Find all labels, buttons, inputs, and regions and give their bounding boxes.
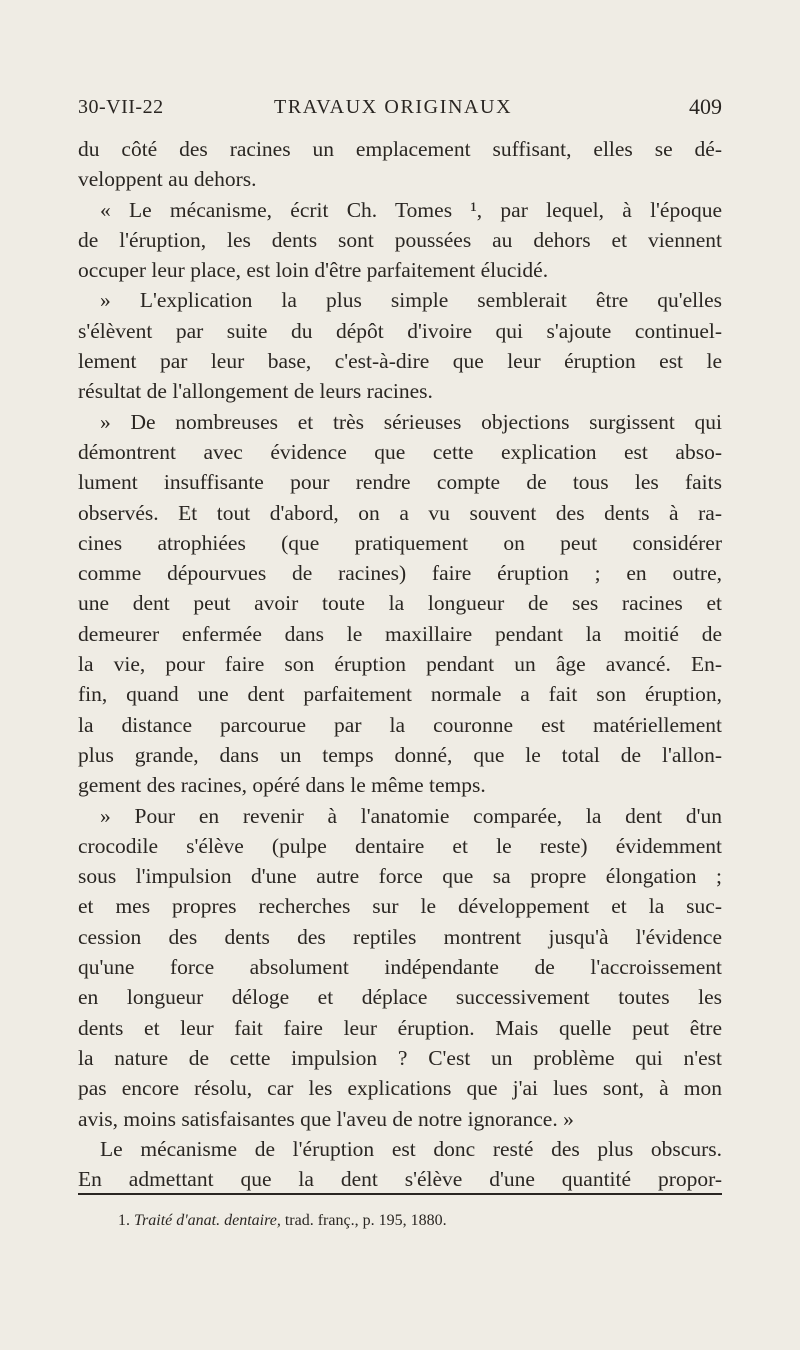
text-line: lement par leur base, c'est-à-dire que leur éruption est le [78, 349, 722, 374]
text-line: demeurer enfermée dans le maxillaire pendant la moitié de [78, 621, 722, 646]
header-title: TRAVAUX ORIGINAUX [274, 96, 513, 118]
page-number: 409 [689, 94, 722, 119]
text-line: comme dépourvues de racines) faire éruption ; en outre, [78, 561, 722, 586]
text-line: fin, quand une dent parfaitement normale a fait son éruption, [78, 682, 722, 707]
header-date: 30-VII-22 [78, 96, 164, 118]
text-line: occuper leur place, est loin d'être parfaitement élucidé. [78, 258, 549, 283]
footnote-title: Traité d'anat. dentaire, [134, 1212, 281, 1229]
footnote-rest: trad. franç., p. 195, 1880. [284, 1212, 447, 1229]
text-line: et mes propres recherches sur le développement et la suc- [78, 894, 722, 919]
text-line: qu'une force absolument indépendante de l'accroissement [78, 955, 722, 980]
text-line: la nature de cette impulsion ? C'est un problème qui n'est [78, 1045, 722, 1070]
text-line: « Le mécanisme, écrit Ch. Tomes ¹, par lequel, à l'époque [100, 197, 722, 222]
text-line: Le mécanisme de l'éruption est donc resté des plus obscurs. [100, 1136, 722, 1161]
text-line: la distance parcourue par la couronne est matériellement [78, 712, 722, 737]
text-line: pas encore résolu, car les explications que j'ai lues sont, à mon [78, 1076, 722, 1101]
body-text [78, 134, 722, 1194]
text-line: » Pour en revenir à l'anatomie comparée, la dent d'un [100, 803, 722, 828]
text-line: avis, moins satisfaisantes que l'aveu de notre ignorance. » [78, 1106, 574, 1131]
text-line: du côté des racines un emplacement suffisant, elles se dé- [78, 137, 722, 161]
text-line: cines atrophiées (que pratiquement on peut considérer [78, 530, 722, 555]
text-line: » De nombreuses et très sérieuses objections surgissent qui [100, 409, 722, 434]
text-line: une dent peut avoir toute la longueur de ses racines et [78, 591, 722, 616]
text-line: la vie, pour faire son éruption pendant un âge avancé. En- [78, 652, 722, 677]
text-line: démontrent avec évidence que cette explication est abso- [78, 439, 722, 464]
text-line: cession des dents des reptiles montrent jusqu'à l'évidence [78, 924, 722, 949]
text-line: sous l'impulsion d'une autre force que sa propre élongation ; [78, 864, 722, 889]
text-line: observés. Et tout d'abord, on a vu souvent des dents à ra- [78, 500, 722, 525]
text-line: de l'éruption, les dents sont poussées au dehors et viennent [78, 227, 722, 252]
text-line: lument insuffisante pour rendre compte de tous les faits [78, 470, 722, 495]
text-line: » L'explication la plus simple semblerait être qu'elles [100, 288, 722, 313]
running-header [78, 90, 722, 122]
text-line: résultat de l'allongement de leurs racines. [78, 379, 433, 404]
text-line: s'élèvent par suite du dépôt d'ivoire qui s'ajoute continuel- [78, 318, 722, 343]
footnote-number: 1. [118, 1212, 130, 1229]
text-line: crocodile s'élève (pulpe dentaire et le reste) évidemment [78, 833, 722, 858]
footnote-divider [78, 1193, 722, 1195]
text-line: en longueur déloge et déplace successivement toutes les [78, 985, 722, 1010]
text-line: dents et leur fait faire leur éruption. Mais quelle peut être [78, 1015, 722, 1040]
text-line: En admettant que la dent s'élève d'une quantité propor- [78, 1167, 722, 1192]
text-line: gement des racines, opéré dans le même temps. [78, 773, 486, 798]
text-line: veloppent au dehors. [78, 167, 257, 192]
text-line: plus grande, dans un temps donné, que le total de l'allon- [78, 742, 722, 767]
footnote [118, 1212, 718, 1230]
